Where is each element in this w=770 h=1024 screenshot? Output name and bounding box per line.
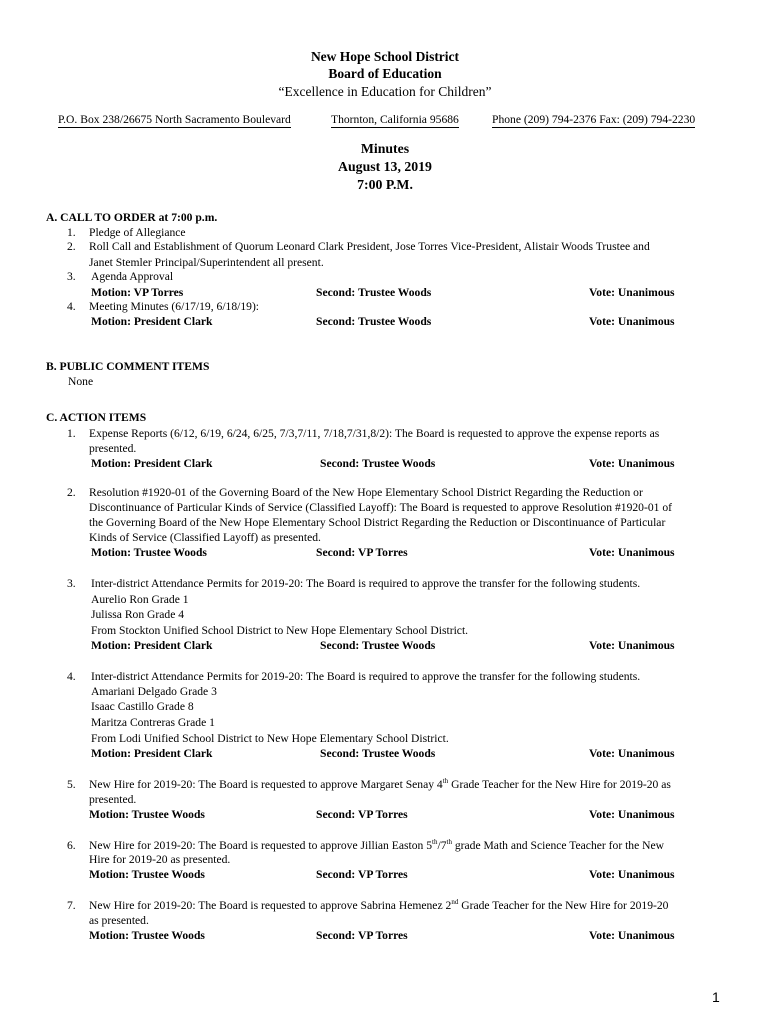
section-a-heading: A. CALL TO ORDER at 7:00 p.m. bbox=[46, 211, 218, 224]
item-text: presented. bbox=[89, 442, 137, 455]
motion: Motion: Trustee Woods bbox=[89, 929, 205, 942]
section-b-heading: B. PUBLIC COMMENT ITEMS bbox=[46, 360, 210, 373]
motion: Motion: VP Torres bbox=[91, 286, 184, 299]
item-text: Expense Reports (6/12, 6/19, 6/24, 6/25, 7/3,7/11, 7/18,7/31,8/2): The Board is requested to approve the expense reports as bbox=[89, 427, 660, 440]
address: P.O. Box 238/26675 North Sacramento Boulevard bbox=[58, 113, 291, 126]
motion: Motion: President Clark bbox=[91, 457, 213, 470]
second: Second: VP Torres bbox=[316, 868, 408, 881]
vote: Vote: Unanimous bbox=[589, 808, 675, 821]
item-number: 4. bbox=[67, 300, 76, 313]
phone-fax: Phone (209) 794-2376 Fax: (209) 794-2230 bbox=[492, 113, 696, 126]
item-text: Inter-district Attendance Permits for 2019-20: The Board is required to approve the transfer for the following students. bbox=[91, 577, 641, 590]
board-name: Board of Education bbox=[328, 66, 442, 81]
student-line: Isaac Castillo Grade 8 bbox=[91, 700, 194, 713]
doc-time: 7:00 P.M. bbox=[357, 177, 413, 192]
item-number: 4. bbox=[67, 670, 76, 683]
vote: Vote: Unanimous bbox=[589, 868, 675, 881]
student-line: Amariani Delgado Grade 3 bbox=[91, 685, 217, 698]
vote: Vote: Unanimous bbox=[589, 546, 675, 559]
second: Second: Trustee Woods bbox=[316, 286, 432, 299]
second: Second: VP Torres bbox=[316, 808, 408, 821]
vote: Vote: Unanimous bbox=[589, 286, 675, 299]
item-text: the Governing Board of the New Hope Elementary School District Regarding the Reduction or Discontinuance of Particular bbox=[89, 516, 666, 529]
motion: Motion: Trustee Woods bbox=[91, 546, 207, 559]
item-text: From Lodi Unified School District to New Hope Elementary School District. bbox=[91, 732, 449, 745]
item-text: Resolution #1920-01 of the Governing Board of the New Hope Elementary School District Regarding the Reduction or bbox=[89, 486, 643, 499]
student-line: Maritza Contreras Grade 1 bbox=[91, 716, 215, 729]
item-text: as presented. bbox=[89, 914, 149, 927]
item-number: 2. bbox=[67, 240, 76, 253]
item-text: Hire for 2019-20 as presented. bbox=[89, 853, 231, 866]
motto: “Excellence in Education for Children” bbox=[278, 84, 492, 99]
item-text: From Stockton Unified School District to New Hope Elementary School District. bbox=[91, 624, 469, 637]
item-text: New Hire for 2019-20: The Board is requested to approve Sabrina Hemenez 2nd Grade Teacher for the New Hire for 2019-20 bbox=[89, 898, 669, 912]
item-number: 1. bbox=[67, 226, 76, 239]
item-text: Kinds of Service (Classified Layoff) as presented. bbox=[89, 531, 321, 544]
student-line: Aurelio Ron Grade 1 bbox=[91, 593, 189, 606]
vote: Vote: Unanimous bbox=[589, 747, 675, 760]
city: Thornton, California 95686 bbox=[331, 113, 459, 126]
page-number: 1 bbox=[712, 989, 720, 1005]
section-c-heading: C. ACTION ITEMS bbox=[46, 411, 147, 424]
item-text: Pledge of Allegiance bbox=[89, 226, 186, 239]
doc-title: Minutes bbox=[360, 141, 410, 156]
motion: Motion: President Clark bbox=[91, 747, 213, 760]
item-text: Roll Call and Establishment of Quorum Leonard Clark President, Jose Torres Vice-President, Alistair Woods Trustee and bbox=[89, 240, 650, 253]
second: Second: VP Torres bbox=[316, 929, 408, 942]
second: Second: Trustee Woods bbox=[320, 639, 436, 652]
item-number: 3. bbox=[67, 270, 76, 283]
item-number: 2. bbox=[67, 486, 76, 499]
motion: Motion: Trustee Woods bbox=[89, 808, 205, 821]
second: Second: Trustee Woods bbox=[316, 315, 432, 328]
item-text: Agenda Approval bbox=[91, 270, 174, 283]
vote: Vote: Unanimous bbox=[589, 315, 675, 328]
motion: Motion: President Clark bbox=[91, 315, 213, 328]
district-name: New Hope School District bbox=[310, 49, 460, 64]
motion: Motion: Trustee Woods bbox=[89, 868, 205, 881]
item-text: Inter-district Attendance Permits for 2019-20: The Board is required to approve the transfer for the following students. bbox=[91, 670, 641, 683]
second: Second: VP Torres bbox=[316, 546, 408, 559]
item-number: 6. bbox=[67, 839, 76, 852]
item-number: 3. bbox=[67, 577, 76, 590]
item-number: 7. bbox=[67, 899, 76, 912]
item-text: New Hire for 2019-20: The Board is requested to approve Margaret Senay 4th Grade Teacher for the New Hire for 2019-20 as bbox=[89, 777, 671, 791]
public-comment-none: None bbox=[68, 375, 94, 388]
vote: Vote: Unanimous bbox=[589, 639, 675, 652]
item-text: New Hire for 2019-20: The Board is requested to approve Jillian Easton 5th/7th grade Math and Science Teacher for the New bbox=[89, 838, 665, 852]
motion: Motion: President Clark bbox=[91, 639, 213, 652]
second: Second: Trustee Woods bbox=[320, 457, 436, 470]
item-number: 5. bbox=[67, 778, 76, 791]
second: Second: Trustee Woods bbox=[320, 747, 436, 760]
item-text: Discontinuance of Particular Kinds of Service (Classified Layoff): The Board is requested to approve Resolution #1920-01 of bbox=[89, 501, 672, 514]
student-line: Julissa Ron Grade 4 bbox=[91, 608, 185, 621]
item-number: 1. bbox=[67, 427, 76, 440]
vote: Vote: Unanimous bbox=[589, 929, 675, 942]
item-text: Meeting Minutes (6/17/19, 6/18/19): bbox=[89, 300, 260, 313]
doc-date: August 13, 2019 bbox=[338, 159, 432, 174]
item-text: Janet Stemler Principal/Superintendent all present. bbox=[89, 256, 324, 269]
item-text: presented. bbox=[89, 793, 137, 806]
vote: Vote: Unanimous bbox=[589, 457, 675, 470]
